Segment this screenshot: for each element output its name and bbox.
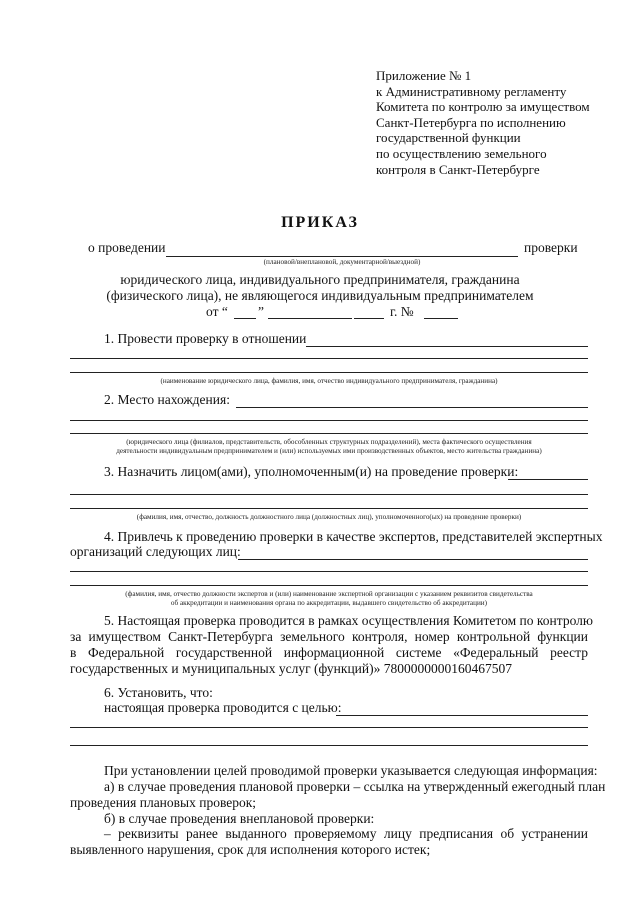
item-1-field-line[interactable] (70, 358, 588, 359)
about-label: о проведении (88, 240, 166, 255)
subject-line-1: юридического лица, индивидуального предпринимателя, гражданина (120, 272, 520, 287)
annex-line: контроля в Санкт-Петербурге (376, 161, 540, 177)
item-4-field-line[interactable] (70, 585, 588, 586)
item-4-line-2: организаций следующих лиц: (70, 544, 241, 559)
info-a-line-2: проведения плановых проверок; (70, 795, 257, 810)
item-5-line-2: за имуществом Санкт-Петербурга земельного контроля, номер контрольной функции (70, 629, 588, 644)
item-4-hint: (фамилия, имя, отчество должности экспертов и (или) наименование экспертной организации с указанием реквизитов свидетельства (125, 590, 533, 598)
item-2-field-line[interactable] (70, 433, 588, 434)
annex-line: Комитета по контролю за имуществом (376, 99, 590, 115)
item-6-field-line[interactable] (70, 727, 588, 728)
item-3-label: 3. Назначить лицом(ами), уполномоченным(и) на проведение проверки: (104, 464, 519, 479)
item-4-hint: об аккредитации и наименования органа по аккредитации, выдавшего свидетельство об аккредитации) (170, 599, 488, 607)
item-2-field[interactable] (236, 407, 588, 408)
info-b: б) в случае проведения внеплановой проверки: (104, 811, 375, 826)
item-3-hint: (фамилия, имя, отчество, должность должностного лица (должностных лиц), уполномоченного(ых) на проведение проверки) (136, 513, 522, 521)
date-from-label: от “ (206, 304, 228, 319)
item-1-hint: (наименование юридического лица, фамилия, имя, отчество индивидуального предпринимателя, гражданина) (160, 377, 498, 385)
item-1-field-line[interactable] (70, 372, 588, 373)
item-3-field-line[interactable] (70, 508, 588, 509)
subject-line-2: (физического лица), не являющегося индивидуальным предпринимателем (106, 288, 534, 303)
item-4-field-line[interactable] (70, 571, 588, 572)
document-title: ПРИКАЗ (281, 214, 359, 231)
info-b1-line-1: – реквизиты ранее выданного проверяемому лицу предписания об устранении (104, 826, 588, 841)
item-4-line-1: 4. Привлечь к проведению проверки в качестве экспертов, представителей экспертных (104, 529, 603, 544)
check-type-field[interactable] (166, 256, 518, 257)
item-2-hint: деятельности индивидуальным предпринимателем и (или) используемых ими производственных объектов, место жительства гражданина) (116, 447, 542, 455)
annex-line: по осуществлению земельного (376, 145, 547, 161)
annex-block (376, 68, 616, 177)
item-1-field[interactable] (306, 346, 588, 347)
date-month-field[interactable] (268, 318, 352, 319)
annex-line: к Административному регламенту (376, 83, 567, 99)
order-number-field[interactable] (424, 318, 458, 319)
item-3-field[interactable] (508, 479, 588, 480)
check-label: проверки (524, 240, 578, 255)
item-6-label: 6. Установить, что: (104, 685, 213, 700)
item-2-field-line[interactable] (70, 420, 588, 421)
item-5-line-1: 5. Настоящая проверка проводится в рамках осуществления Комитетом по контролю (104, 613, 593, 628)
annex-line: Санкт-Петербурга по исполнению (376, 114, 566, 130)
item-3-field-line[interactable] (70, 494, 588, 495)
item-2-label: 2. Место нахождения: (104, 392, 230, 407)
date-year-field[interactable] (354, 318, 384, 319)
check-type-hint: (плановой/внеплановой, документарной/выездной) (263, 258, 421, 266)
item-5-line-3: в Федеральной государственной информационной системе «Федеральный реестр (70, 645, 588, 660)
item-6-field-line[interactable] (70, 745, 588, 746)
item-4-field[interactable] (238, 559, 588, 560)
order-number-label: г. № (390, 304, 414, 319)
info-intro: При установлении целей проводимой проверки указывается следующая информация: (104, 763, 598, 778)
item-6-purpose-field[interactable] (336, 715, 588, 716)
date-day-field[interactable] (234, 318, 256, 319)
item-6-purpose-label: настоящая проверка проводится с целью: (104, 700, 342, 715)
annex-line: Приложение № 1 (376, 68, 472, 83)
item-2-hint: (юридического лица (филиалов, представительств, обособленных структурных подразделений), места фактического осуществления (126, 438, 532, 446)
item-5-line-4: государственных и муниципальных услуг (функций)» 7800000000160467507 (70, 661, 512, 676)
annex-line: государственной функции (376, 130, 521, 146)
date-quote-close: ” (258, 304, 264, 319)
info-b1-line-2: выявленного нарушения, срок для исполнения которого истек; (70, 842, 431, 857)
item-1-label: 1. Провести проверку в отношении (104, 331, 307, 346)
info-a-line-1: а) в случае проведения плановой проверки – ссылка на утвержденный ежегодный план (104, 779, 606, 794)
